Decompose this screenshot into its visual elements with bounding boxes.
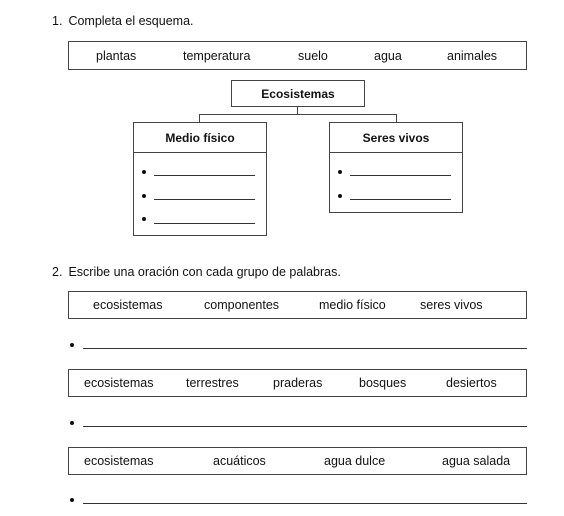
word-group-item: praderas — [273, 376, 323, 390]
bullet — [70, 343, 74, 347]
question-2-title — [52, 265, 341, 279]
answer-line[interactable] — [154, 175, 255, 176]
word-bank-item: animales — [447, 48, 498, 63]
word-group-2 — [68, 369, 527, 397]
answer-line[interactable] — [350, 175, 451, 176]
word-group-item: terrestres — [186, 376, 239, 390]
medio-fisico-panel — [133, 122, 267, 236]
answer-line[interactable] — [154, 223, 255, 224]
word-group-item: bosques — [359, 376, 407, 390]
question-1-instruction: Completa el esquema. — [68, 14, 194, 28]
answer-line[interactable] — [350, 199, 451, 200]
word-group-item: seres vivos — [420, 298, 483, 312]
question-2-number: 2. — [52, 265, 63, 279]
word-bank-item: suelo — [298, 48, 328, 63]
bullet — [142, 217, 146, 221]
sentence-line-2[interactable] — [83, 426, 527, 427]
word-group-item: medio físico — [319, 298, 386, 312]
diagram-root-node: Ecosistemas — [231, 80, 365, 107]
word-group-item: ecosistemas — [84, 454, 154, 468]
question-1-number: 1. — [52, 14, 63, 28]
word-group-item: componentes — [204, 298, 280, 312]
word-bank-item: plantas — [96, 48, 137, 63]
bullet — [338, 194, 342, 198]
word-bank-item: agua — [374, 48, 402, 63]
question-2-instruction: Escribe una oración con cada grupo de palabras. — [68, 265, 341, 279]
word-group-item: ecosistemas — [93, 298, 163, 312]
bullet — [70, 498, 74, 502]
word-group-item: agua dulce — [324, 454, 386, 468]
word-group-item: desiertos — [446, 376, 497, 390]
word-bank-1 — [68, 41, 527, 70]
word-group-1 — [68, 291, 527, 319]
seres-vivos-title: Seres vivos — [330, 123, 462, 153]
diagram-connector — [199, 114, 397, 115]
bullet — [142, 170, 146, 174]
bullet — [70, 421, 74, 425]
word-group-item: agua salada — [442, 454, 511, 468]
sentence-line-1[interactable] — [83, 348, 527, 349]
medio-fisico-title: Medio físico — [134, 123, 266, 153]
diagram-connector — [199, 114, 200, 122]
diagram-connector — [396, 114, 397, 122]
question-1-title — [52, 14, 194, 28]
seres-vivos-panel — [329, 122, 463, 213]
answer-line[interactable] — [154, 199, 255, 200]
word-group-item: ecosistemas — [84, 376, 154, 390]
word-group-item: acuáticos — [213, 454, 266, 468]
sentence-line-3[interactable] — [83, 503, 527, 504]
bullet — [142, 194, 146, 198]
word-group-3 — [68, 447, 527, 475]
word-bank-item: temperatura — [183, 48, 251, 63]
bullet — [338, 170, 342, 174]
